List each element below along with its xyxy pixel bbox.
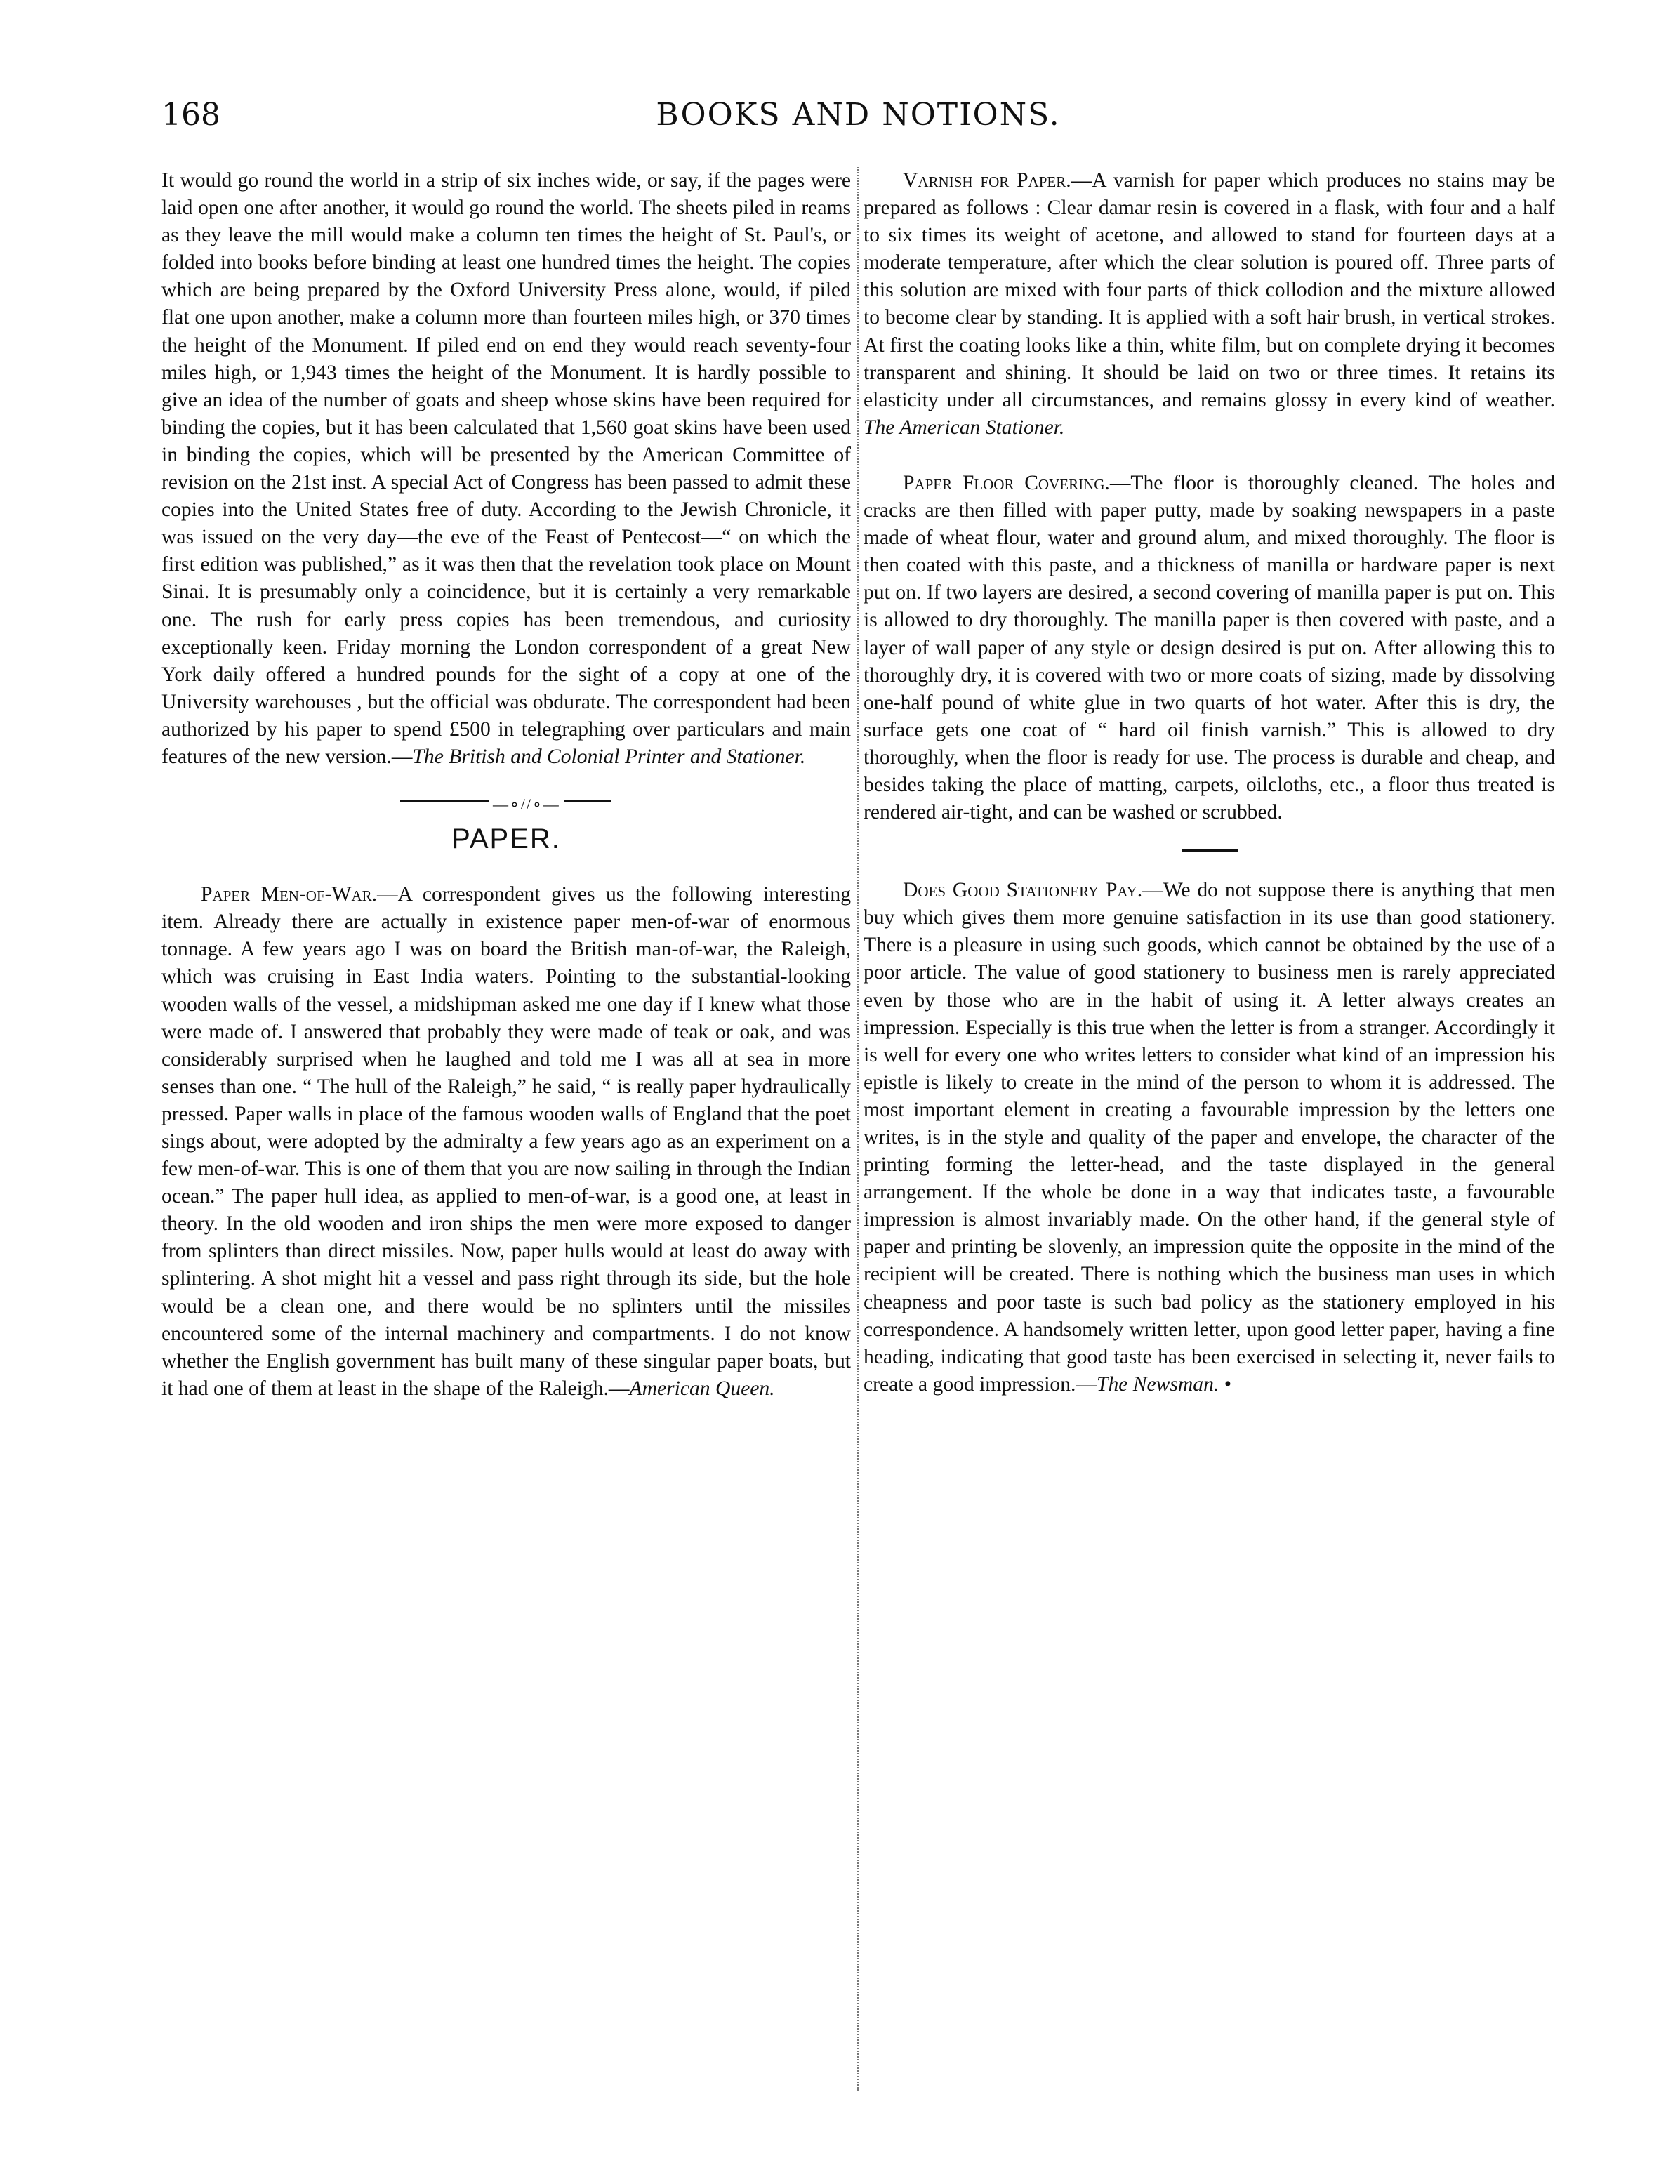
end-mark: • — [1224, 1372, 1232, 1396]
article-paper-men-of-war — [161, 881, 851, 1403]
right-column — [864, 167, 1555, 1398]
article-heading: Paper Men-of-War. — [201, 883, 378, 906]
running-head — [161, 97, 1555, 139]
continued-article-body: It would go round the world in a strip of six inches wide, or say, if the pages were laid open one after another, it would go round the world. The sheets piled in reams as they leave the mill would make a column ten times the height of St. Paul's, or folded into books before binding at least one hundred times the height. The copies which are being prepared by the Oxford University Press alone, would, if piled flat one upon another, make a column more than fourteen miles high, or 370 times the height of the Monument. If piled end on end they would reach seventy-four miles high, or 1,943 times the height of the Monument. It is hardly possible to give an idea of the number of goats and sheep whose skins have been required for binding the copies, but it has been calculated that 1,560 goat skins have been used in binding the copies, which will be presented by the American Committee of revision on the 21st inst. A special Act of Congress has been passed to admit these copies into the United States free of duty. According to the Jewish Chronicle, it was issued on the very day—the eve of the Feast of Pentecost—“ on which the first edition was published,” as it was then that the revelation took place on Mount Sinai. It is presumably only a coincidence, but it is certainly a very remarkable one. The rush for early press copies has been tremendous, and curiosity exceptionally keen. Friday morning the London correspondent of a great New York daily offered a hundred pounds for the sight of a copy at one of the University warehouses , but the official was obdurate. The correspondent had been authorized by his paper to spend £500 in telegraphing over particulars and main features of the new version.— — [161, 169, 851, 768]
article-heading: Paper Floor Covering. — [903, 471, 1110, 494]
spacer — [864, 442, 1555, 470]
article-paper-floor-covering — [864, 470, 1555, 826]
article-body: —A varnish for paper which produces no stains may be prepared as follows : Clear damar resin is covered in a flask, with four and a half to six times its weight of acetone, and allowed to stand for fourteen days at a moderate temperature, after which the clear solution is poured off. Three parts of this solution are mixed with four parts of thick collodion and the mixture allowed to become clear by standing. It is applied with a soft hair brush, in vertical strokes. At first the coating looks like a thin, white film, but on complete drying it becomes transparent and shining. It should be laid on two or three times. It retains its elasticity under all circumstances, and remains glossy in every kind of weather. — [864, 169, 1555, 411]
article-does-good-stationery-pay — [864, 877, 1555, 1398]
page-number: 168 — [161, 97, 220, 133]
left-column — [161, 167, 851, 1403]
article-varnish-for-paper — [864, 167, 1555, 442]
column-divider — [857, 167, 859, 2091]
article-divider — [1182, 849, 1238, 852]
section-title: PAPER. — [451, 823, 561, 855]
article-source: The British and Colonial Printer and Stationer. — [412, 745, 806, 768]
article-heading: Does Good Stationery Pay. — [903, 879, 1143, 902]
article-body: —The floor is thoroughly cleaned. The holes and cracks are then filled with paper putty, made by soaking newspapers in a paste made of wheat flour, water and ground alum, and mixed thoroughly. The floor is then coated with this paste, and a thickness of manilla or hardware paper is next put on. If two layers are desired, a second covering of manilla paper is put on. This is allowed to dry thoroughly. The manilla paper is then covered with paste, and a layer of wall paper of any style or design desired is put on. After allowing this to thoroughly dry, it is covered with two or more coats of sizing, made by dissolving one-half pound of white glue in two quarts of hot water. After this is dry, the surface gets one coat of “ hard oil finish varnish.” This is allowed to dry thoroughly, when the floor is ready for use. The process is durable and cheap, and besides taking the place of matting, carpets, oilcloths, etc., a floor thus treated is rendered air-tight, and can be washed or scrubbed. — [864, 471, 1555, 824]
article-body: —A correspondent gives us the following interesting item. Already there are actually in existence paper men-of-war of enormous tonnage. A few years ago I was on board the British man-of-war, the Raleigh, which was cruising in East India waters. Pointing to the substantial-looking wooden walls of the vessel, a midshipman asked me one day if I knew what those were made of. I answered that probably they were made of teak or oak, and was considerably surprised when he laughed and told me I was all at sea in more senses than one. “ The hull of the Raleigh,” he said, “ is really paper hydraulically pressed. Paper walls in place of the famous wooden walls of England that the poet sings about, were adopted by the admiralty a few years ago as an experiment on a few men-of-war. This is one of them that you are now sailing in through the Indian ocean.” The paper hull idea, as applied to men-of-war, is a good one, at least in theory. In the old wooden and iron ships the men were more exposed to danger from splinters than direct missiles. Now, paper hulls would at least do away with splintering. A shot might hit a vessel and pass right through its side, but the hole would be a clean one, and there would be no splinters until the missiles encountered some of the internal machinery and compartments. I do not know whether the English government has built many of these singular paper boats, but it had one of them at least in the shape of the Raleigh.— — [161, 883, 851, 1400]
article-source: American Queen. — [629, 1377, 775, 1400]
article-source: The Newsman. — [1097, 1372, 1219, 1396]
section-ornament — [161, 786, 851, 819]
article-body: —We do not suppose there is anything that men buy which gives them more genuine satisfaction in its use than good stationery. There is a pleasure in using such goods, which cannot be obtained by the use of a poor article. The value of good stationery to business men is rarely appreciated even by those who are in the habit of using it. A letter always creates an impression. Especially is this true when the letter is from a stranger. Accordingly it is well for every one who writes letters to consider what kind of an impression his epistle is likely to create in the mind of the person to whom it is addressed. The most important element in creating a favourable impression by the letters one writes, is in the style and quality of the paper and envelope, the character of the printing forming the letter-head, and the taste displayed in the general arrangement. If the whole be done in a way that indicates taste, a favourable impression is almost invariably made. On the other hand, if the general style of paper and printing be slovenly, an impression quite the opposite in the mind of the recipient will be created. There is nothing which the business man uses in which cheapness and poor taste is such bad policy as the stationery employed in his correspondence. A handsomely written letter, upon good letter paper, having a fine heading, indicating that good taste has been exercised in selecting it, never fails to create a good impression.— — [864, 879, 1555, 1396]
page-title: BOOKS AND NOTIONS. — [656, 97, 1061, 133]
continued-article — [161, 167, 851, 771]
article-source: The American Stationer. — [864, 416, 1065, 439]
ornament-mark: —∘//∘— — [489, 790, 564, 818]
article-heading: Varnish for Paper. — [903, 169, 1071, 192]
